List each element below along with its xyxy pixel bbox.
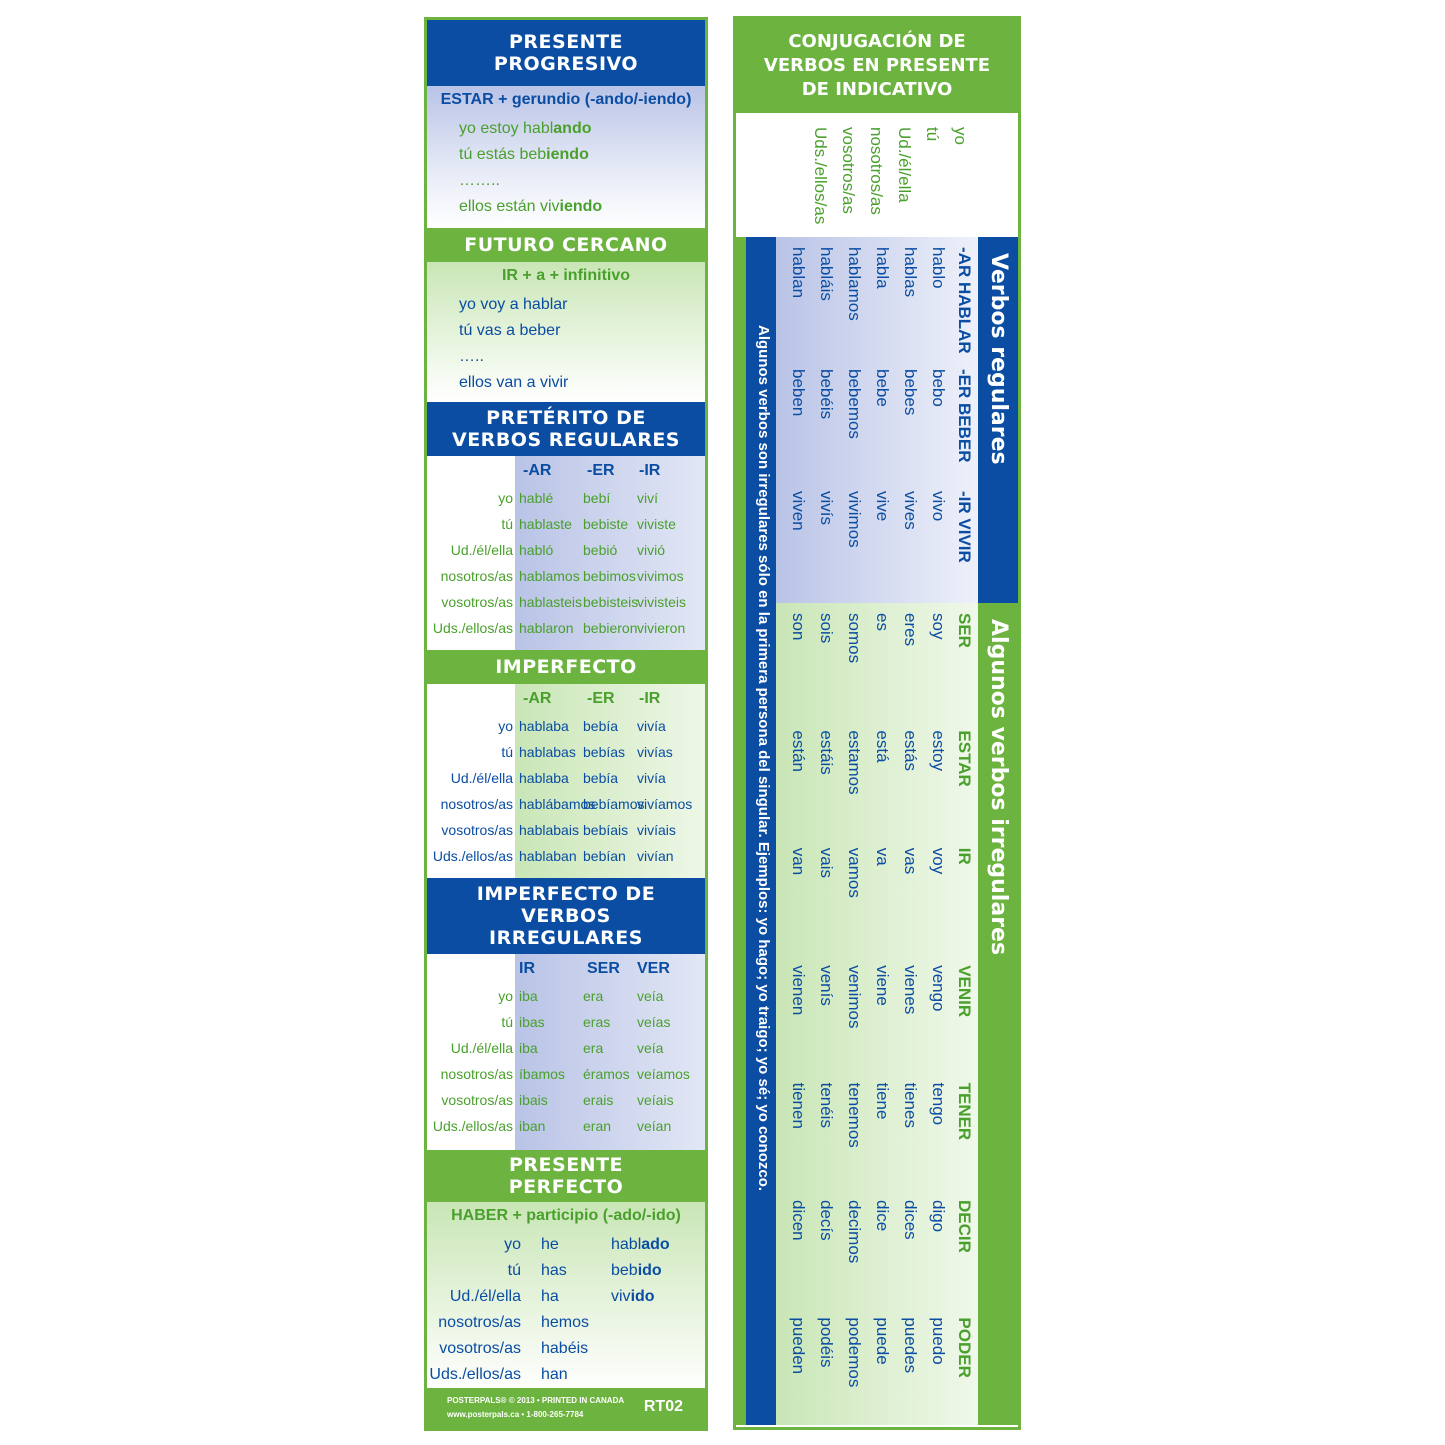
- verb-form: estás: [901, 730, 920, 772]
- table-row: nosotros/as íbamos éramos veíamos: [440, 1066, 690, 1082]
- right-title-line3: DE INDICATIVO: [801, 79, 953, 100]
- verb-form: tienen: [789, 1082, 808, 1129]
- preterito-table: [427, 456, 705, 650]
- footer: [427, 1388, 705, 1428]
- verb-form: hablamos: [845, 247, 864, 321]
- verb-form: dicen: [789, 1200, 808, 1241]
- preterito-title-line1: PRETÉRITO DE: [486, 407, 646, 429]
- verb-column: [776, 359, 978, 481]
- pronoun-label: Uds./ellos/as: [811, 127, 830, 225]
- progresivo-title: [427, 20, 705, 86]
- verb-form: vienes: [901, 965, 920, 1015]
- verb-form: habláis: [817, 247, 836, 301]
- progresivo-example: ……..: [459, 172, 500, 189]
- verb-form: van: [789, 847, 808, 876]
- verb-form: bebe: [873, 369, 892, 407]
- verb-form: tenéis: [817, 1082, 836, 1128]
- progresivo-example: yo estoy hablando: [459, 120, 592, 137]
- verb-form: vais: [817, 847, 836, 879]
- right-bookmark: [733, 16, 1021, 1430]
- table-row: Uds./ellos/as iban eran veían: [432, 1118, 672, 1134]
- verb-form: están: [789, 730, 808, 772]
- table-row: Ud./él/ella iba era veía: [450, 1040, 664, 1056]
- verb-form: digo: [929, 1200, 948, 1233]
- preterito-col-er: -ER: [587, 462, 615, 479]
- imperfecto-irr-col-ver: VER: [637, 960, 670, 977]
- verb-form: viven: [789, 491, 808, 531]
- futuro-title: FUTURO CERCANO: [427, 228, 705, 262]
- verb-form: bebéis: [817, 369, 836, 420]
- verb-form: soy: [929, 613, 948, 640]
- pronoun-label: Ud./él/ella: [895, 127, 914, 203]
- imperfecto-table: [427, 684, 705, 878]
- verb-column: [776, 955, 978, 1072]
- verb-form: decimos: [845, 1200, 864, 1264]
- verb-form: vive: [873, 491, 892, 522]
- verb-form: tengo: [929, 1082, 948, 1126]
- table-row: Ud./él/ella habló bebió vivió: [450, 542, 666, 558]
- right-title: [736, 19, 1018, 113]
- verb-form: estáis: [817, 730, 836, 775]
- progresivo-formula: ESTAR + gerundio (-ando/-iendo): [440, 91, 692, 108]
- verb-form: bebemos: [845, 369, 864, 439]
- verb-form: eres: [901, 613, 920, 647]
- table-row: vosotros/as hablasteis bebisteis vivisteis: [441, 594, 687, 610]
- progresivo-band: [427, 86, 705, 228]
- verb-form: beben: [789, 369, 808, 417]
- table-row: yo he hablado: [504, 1236, 670, 1253]
- verb-form: habla: [873, 247, 892, 289]
- imperfecto-title: IMPERFECTO: [427, 650, 705, 684]
- verb-form: bebes: [901, 369, 920, 416]
- verb-column: [776, 1073, 978, 1190]
- imperfecto-irr-title: [427, 878, 705, 954]
- table-row: nosotros/as hablamos bebimos vivimos: [440, 568, 684, 584]
- verb-column-head: PODER: [955, 1317, 974, 1378]
- verb-form: venimos: [845, 965, 864, 1029]
- verb-column: [776, 720, 978, 837]
- pronoun-label: vosotros/as: [839, 127, 858, 214]
- table-row: vosotros/as habéis: [439, 1340, 589, 1357]
- preterito-col-ar: -AR: [523, 462, 552, 479]
- rotated-conjugation-panel: [736, 113, 1018, 1425]
- verb-form: somos: [845, 613, 864, 664]
- preterito-title-line2: VERBOS REGULARES: [452, 429, 680, 451]
- verb-column-head: TENER: [955, 1082, 974, 1141]
- table-row: Ud./él/ella hablaba bebía vivía: [450, 770, 666, 786]
- verb-form: bebo: [929, 369, 948, 407]
- perfecto-title-line1: PRESENTE: [508, 1154, 624, 1176]
- table-row: yo iba era veía: [498, 988, 664, 1004]
- verb-column-head: -ER BEBER: [955, 369, 974, 463]
- verb-form: vivís: [817, 491, 836, 525]
- verb-form: dices: [901, 1200, 920, 1240]
- verb-column: [776, 838, 978, 955]
- verb-column-head: -IR VIVIR: [955, 491, 974, 563]
- verb-form: estoy: [929, 730, 948, 772]
- verb-form: vamos: [845, 847, 864, 898]
- imperfecto-irr-col-ir: IR: [519, 960, 535, 977]
- verb-column: [776, 481, 978, 603]
- verb-form: podemos: [845, 1317, 864, 1388]
- verb-form: está: [873, 730, 892, 763]
- footer-contact: www.posterpals.ca • 1-800-265-7784: [447, 1410, 584, 1419]
- table-row: tú ibas eras veías: [501, 1014, 671, 1030]
- perfecto-title-line2: PERFECTO: [508, 1176, 624, 1198]
- irregular-note: Algunos verbos son irregulares sólo en la primera persona del singular. Ejemplos: yo hago; yo traigo; yo sé; yo conozco.: [755, 325, 772, 1192]
- table-row: Uds./ellos/as hablaron bebieron vivieron: [432, 620, 686, 636]
- pronoun-label: yo: [951, 127, 970, 145]
- irregular-verbs-header: Algunos verbos irregulares: [978, 603, 1018, 1425]
- table-row: vosotros/as hablabais bebíais vivíais: [441, 822, 676, 838]
- verb-column-head: SER: [955, 613, 974, 648]
- table-row: nosotros/as hemos: [438, 1314, 590, 1331]
- table-row: yo hablé bebí viví: [498, 490, 658, 506]
- imperfecto-irr-col-ser: SER: [587, 960, 620, 977]
- preterito-title: [427, 402, 705, 456]
- verb-form: vivimos: [845, 491, 864, 548]
- right-title-line1: CONJUGACIÓN DE: [788, 31, 966, 52]
- footer-copyright: POSTERPALS® © 2013 • PRINTED IN CANADA: [447, 1396, 625, 1405]
- futuro-band: [427, 262, 705, 402]
- futuro-example: tú vas a beber: [459, 322, 561, 339]
- verb-form: puedo: [929, 1317, 948, 1365]
- verb-form: dice: [873, 1200, 892, 1232]
- table-row: tú hablabas bebías vivías: [501, 744, 673, 760]
- futuro-formula: IR + a + infinitivo: [501, 267, 631, 284]
- verb-column-head: IR: [955, 847, 974, 865]
- table-row: Ud./él/ella ha vivido: [449, 1288, 655, 1305]
- verb-form: va: [873, 847, 892, 866]
- table-row: Uds./ellos/as han: [429, 1366, 568, 1383]
- verb-column: [776, 1307, 978, 1424]
- imperfecto-irr-title-line3: IRREGULARES: [489, 927, 643, 949]
- imperfecto-irr-title-line1: IMPERFECTO DE: [476, 883, 656, 905]
- verb-form: hablo: [929, 247, 948, 289]
- pronoun-label: nosotros/as: [867, 127, 886, 215]
- verb-form: pueden: [789, 1317, 808, 1375]
- imperfecto-irr-table: [427, 954, 705, 1150]
- verb-form: venís: [817, 965, 836, 1006]
- verb-form: tenemos: [845, 1082, 864, 1148]
- verb-form: es: [873, 613, 892, 631]
- perfecto-formula: HABER + participio (-ado/-ido): [451, 1207, 681, 1224]
- green-strip: [736, 237, 746, 1425]
- verb-form: vienen: [789, 965, 808, 1016]
- progresivo-example: tú estás bebiendo: [459, 146, 589, 163]
- imperfecto-col-er: -ER: [587, 690, 615, 707]
- progresivo-example: ellos están viviendo: [459, 198, 603, 215]
- futuro-example: ellos van a vivir: [459, 374, 569, 391]
- verb-form: viene: [873, 965, 892, 1006]
- table-row: tú hablaste bebiste viviste: [501, 516, 676, 532]
- pronoun-label: tú: [923, 127, 942, 142]
- perfecto-title: [427, 1150, 705, 1202]
- futuro-example: yo voy a hablar: [459, 296, 568, 313]
- right-title-line2: VERBOS EN PRESENTE: [763, 55, 991, 76]
- progresivo-title-line2: PROGRESIVO: [493, 53, 639, 75]
- verb-column-head: ESTAR: [955, 730, 974, 787]
- verb-form: sois: [817, 613, 836, 644]
- verb-column: [776, 237, 978, 359]
- preterito-col-ir: -IR: [639, 462, 661, 479]
- perfecto-band: [427, 1202, 705, 1392]
- table-row: yo hablaba bebía vivía: [498, 718, 666, 734]
- verb-form: estamos: [845, 730, 864, 795]
- verb-column-head: -AR HABLAR: [955, 247, 974, 354]
- imperfecto-col-ir: -IR: [639, 690, 661, 707]
- verb-form: vives: [901, 491, 920, 530]
- verb-form: vivo: [929, 491, 948, 522]
- table-row: vosotros/as ibais erais veíais: [441, 1092, 674, 1108]
- verb-form: vengo: [929, 965, 948, 1012]
- verb-form: tiene: [873, 1082, 892, 1120]
- futuro-example: …..: [459, 348, 484, 365]
- left-bookmark: [424, 17, 708, 1431]
- product-code: RT02: [643, 1398, 683, 1415]
- verb-form: hablan: [789, 247, 808, 299]
- verb-column: [776, 603, 978, 720]
- verb-form: tienes: [901, 1082, 920, 1128]
- verb-form: hablas: [901, 247, 920, 298]
- verb-form: vas: [901, 847, 920, 875]
- verb-column: [776, 1190, 978, 1307]
- table-row: nosotros/as hablábamos bebíamos vivíamos: [440, 796, 693, 812]
- verb-form: son: [789, 613, 808, 641]
- verb-column-head: VENIR: [955, 965, 974, 1018]
- regular-verbs-header: Verbos regulares: [978, 237, 1018, 603]
- imperfecto-irr-title-line2: VERBOS: [521, 905, 611, 927]
- verb-column-head: DECIR: [955, 1200, 974, 1253]
- verb-form: voy: [929, 847, 948, 875]
- progresivo-title-line1: PRESENTE: [508, 31, 624, 53]
- imperfecto-col-ar: -AR: [523, 690, 552, 707]
- verb-form: podéis: [817, 1317, 836, 1368]
- verb-form: decís: [817, 1200, 836, 1241]
- table-row: Uds./ellos/as hablaban bebían vivían: [432, 848, 674, 864]
- table-row: tú has bebido: [507, 1262, 662, 1279]
- verb-form: puede: [873, 1317, 892, 1365]
- verb-form: puedes: [901, 1317, 920, 1374]
